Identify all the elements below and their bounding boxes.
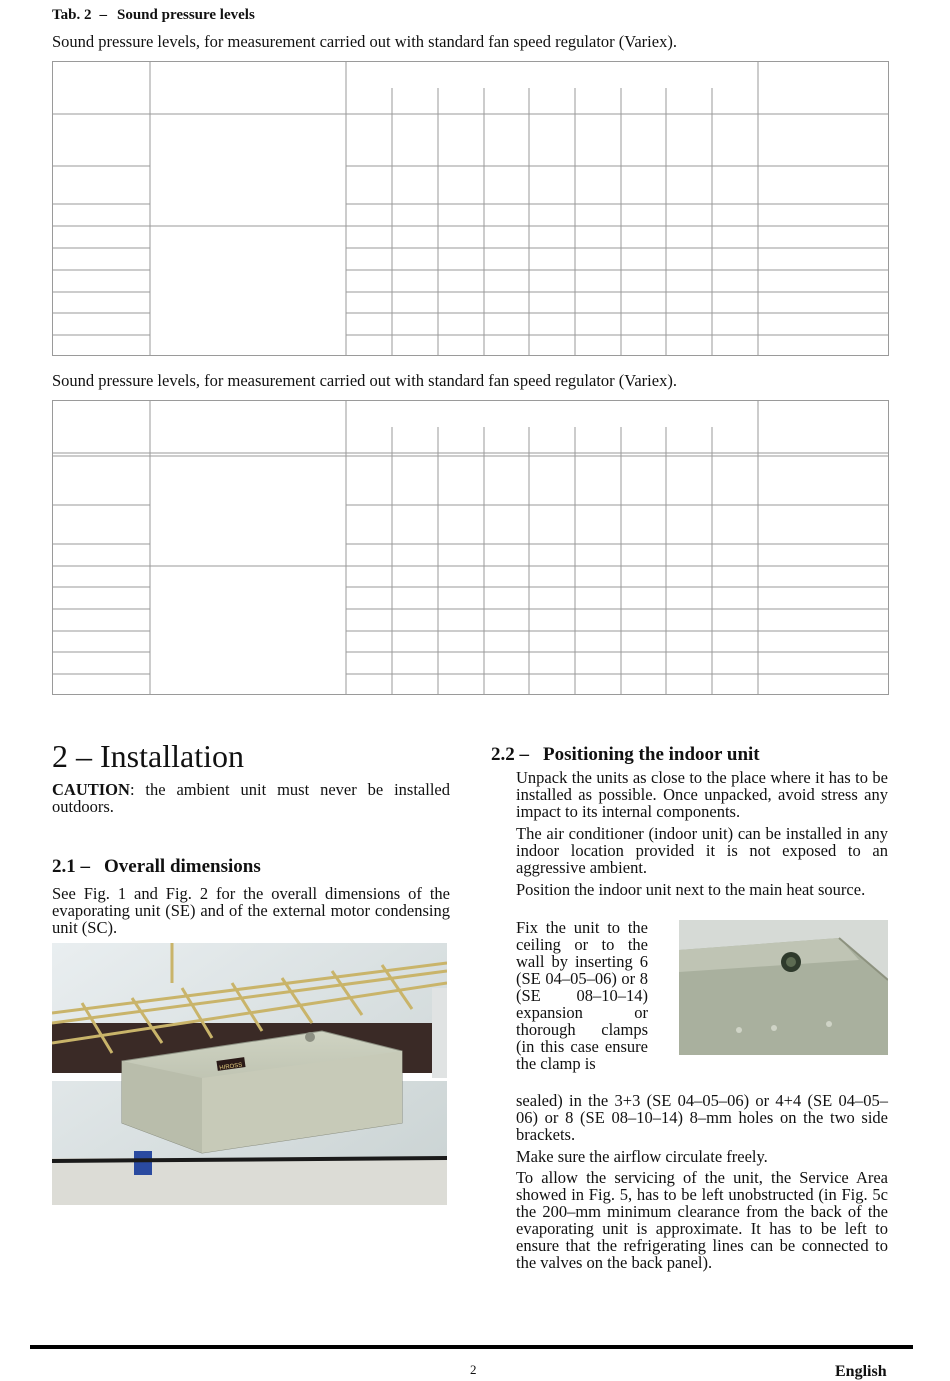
- unit-brand-label: HIROSS: [219, 1062, 243, 1072]
- table2-caption: Sound pressure levels, for measurement carried out with standard fan speed regulator (Variex).: [52, 371, 677, 390]
- subsection-2-2-heading: [491, 744, 760, 766]
- subsection-2-2-title: Positioning the indoor unit: [543, 744, 760, 765]
- caution-text: : the ambient unit must never be installed outdoors.: [52, 780, 450, 816]
- bracket-detail-photo: [679, 920, 888, 1055]
- footer-rule: [30, 1345, 913, 1349]
- sound-table-1: [52, 61, 889, 357]
- installed-unit-illustration: [52, 943, 447, 1205]
- installed-unit-photo: [52, 943, 447, 1205]
- subsection-2-2-number: 2.2 –: [491, 744, 529, 765]
- subsection-2-1-text: See Fig. 1 and Fig. 2 for the overall dimensions of the evaporating unit (SE) and of the external motor condensing unit (SC).: [52, 884, 450, 937]
- section-title: 2 – Installation: [52, 738, 244, 774]
- caution-label: CAUTION: [52, 780, 130, 799]
- page-number: 2: [470, 1362, 477, 1377]
- positioning-paragraph-4-full: sealed) in the 3+3 (SE 04–05–06) or 4+4 (SE 04–05–06) or 8 (SE 08–10–14) 8–mm holes on the two side brackets.: [516, 1091, 888, 1144]
- table-title: [52, 7, 255, 24]
- sound-table-1-grid: [52, 61, 889, 357]
- sound-table-2: [52, 400, 889, 696]
- positioning-paragraph-3: Position the indoor unit next to the main heat source.: [516, 880, 866, 899]
- positioning-paragraph-1: Unpack the units as close to the place where it has to be installed as possible. Once unpacked, avoid stress any impact to its internal components.: [516, 768, 888, 821]
- table1-caption: Sound pressure levels, for measurement carried out with standard fan speed regulator (Variex).: [52, 32, 677, 51]
- subsection-2-1-title: Overall dimensions: [104, 856, 261, 877]
- positioning-paragraph-2: The air conditioner (indoor unit) can be installed in any indoor location provided it is not exposed to an aggressive ambient.: [516, 824, 888, 877]
- subsection-2-1-heading: [52, 856, 261, 878]
- positioning-paragraph-4-narrow: Fix the unit to the ceiling or to the wall by inserting 6 (SE 04–05–06) or 8 (SE 08–10–14) expansion or thorough clamps (in this case ensure the clamp is: [516, 918, 648, 1073]
- positioning-paragraph-5: Make sure the airflow circulate freely.: [516, 1147, 768, 1166]
- table-number: Tab. 2: [52, 7, 92, 23]
- table-name: Sound pressure levels: [116, 7, 255, 23]
- bracket-detail-illustration: [679, 920, 888, 1055]
- subsection-2-1-number: 2.1 –: [52, 856, 90, 877]
- sound-table-2-grid: [52, 400, 889, 696]
- footer-language: English: [835, 1363, 887, 1380]
- caution-note: [52, 781, 450, 815]
- table-dash: –: [99, 7, 107, 23]
- positioning-paragraph-6: To allow the servicing of the unit, the Service Area showed in Fig. 5, has to be left unobstructed (in Fig. 5c the 200–mm minimum clearance from the back of the evaporating unit is approximate. It has to be left to ensure that the refrigerating lines can be connected to the valves on the back panel).: [516, 1168, 888, 1272]
